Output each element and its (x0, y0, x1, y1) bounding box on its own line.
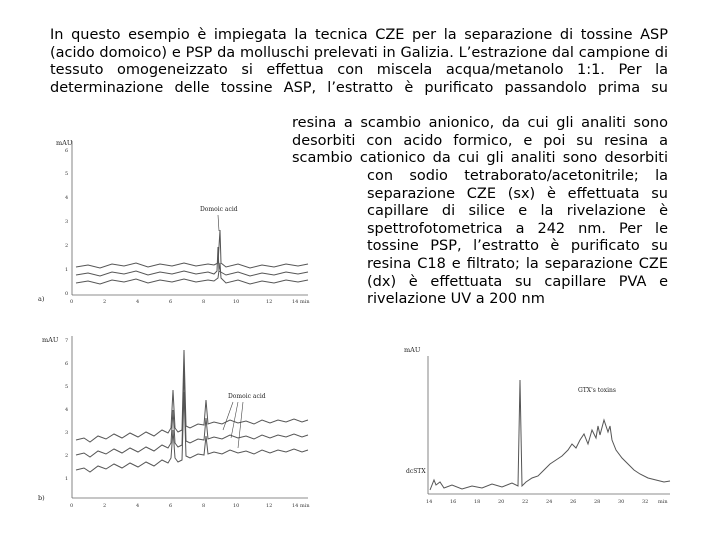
y-tick-label: 5 (65, 384, 69, 390)
paragraph-middle (292, 115, 668, 168)
paragraph-line: scambio cationico da cui gli analiti sono desorbiti (292, 150, 668, 167)
x-tick-label: 0 (70, 503, 74, 509)
x-tick-label: 8 (202, 299, 206, 305)
y-tick-label: 2 (65, 243, 69, 249)
x-unit-label: min (658, 499, 668, 505)
panel-label-b: b) (38, 494, 45, 502)
y-tick-label: 5 (65, 171, 69, 177)
paragraph-line: capillare di silice e la rivelazione è (367, 203, 668, 220)
trace-line (76, 370, 308, 457)
electropherogram-b-svg (28, 330, 328, 515)
paragraph-line: resina a scambio anionico, da cui gli analiti sono (292, 115, 668, 131)
electropherogram-a (28, 135, 328, 310)
paragraph-line: resina C18 e filtrato; la separazione CZE (367, 255, 668, 272)
paragraph-line: In questo esempio è impiegata la tecnica CZE per la separazione di tossine ASP (50, 27, 668, 43)
x-tick-label: 6 (169, 299, 173, 305)
x-tick-label: 4 (136, 299, 140, 305)
annotation-arrow (218, 215, 219, 231)
electropherogram-b (28, 330, 328, 515)
y-tick-label: 7 (65, 338, 69, 344)
paragraph-line: desorbiti con acido formico, e poi su resina a (292, 132, 668, 149)
panel-label-a: a) (38, 295, 45, 303)
x-tick-label: 2 (103, 299, 107, 305)
electropherogram-a-svg (28, 135, 328, 310)
x-tick-label: 10 (233, 299, 240, 305)
y-tick-label: 6 (65, 361, 69, 367)
x-tick-label: 10 (233, 503, 240, 509)
y-tick-label: 2 (65, 453, 69, 459)
paragraph-line: (dx) è effettuata su capillare PVA e (367, 273, 668, 290)
x-tick-label: 28 (594, 499, 601, 505)
x-tick-label: 12 (266, 503, 273, 509)
x-tick-label: 32 (642, 499, 649, 505)
paragraph-line: determinazione delle tossine ASP, l’estratto è purificato passandolo prima su (50, 79, 668, 96)
electropherogram-c-svg (392, 340, 682, 510)
paragraph-line: (acido domoico) e PSP da molluschi prelevati in Galizia. L’estrazione dal campione di (50, 44, 668, 61)
peak-label-dcstx: dcSTX (406, 468, 426, 475)
y-unit-label: mAU (404, 346, 421, 354)
x-tick-label: 18 (474, 499, 481, 505)
annotation-arrow (238, 402, 243, 448)
y-tick-label: 3 (65, 430, 69, 436)
paragraph-line: rivelazione UV a 200 nm (367, 291, 545, 308)
paragraph-line: tossine PSP, l’estratto è purificato su (367, 238, 668, 255)
x-tick-label: 30 (618, 499, 625, 505)
x-tick-label: 4 (136, 503, 140, 509)
x-tick-label: 6 (169, 503, 173, 509)
y-unit-label: mAU (42, 336, 59, 344)
annotation-arrow (231, 402, 238, 438)
paragraph-line: con sodio tetraborato/acetonitrile; la (367, 168, 668, 184)
y-tick-label: 4 (65, 195, 69, 201)
y-tick-label: 4 (65, 407, 69, 413)
trace-line (76, 392, 308, 472)
x-tick-label: 0 (70, 299, 74, 305)
paragraph-narrow (367, 168, 668, 309)
x-tick-label: 20 (498, 499, 505, 505)
y-tick-label: 1 (65, 267, 69, 273)
y-tick-label: 3 (65, 219, 69, 225)
x-tick-label: 8 (202, 503, 206, 509)
x-tick-label: 14 (426, 499, 433, 505)
peak-label-gtx-toxins: GTX's toxins (578, 387, 616, 394)
x-tick-label: 24 (546, 499, 553, 505)
x-tick-label: 14 (292, 299, 299, 305)
trace-line (76, 230, 308, 268)
paragraph-line: tessuto omogeneizzato si effettua con miscela acqua/metanolo 1:1. Per la (50, 62, 668, 79)
x-unit-label: min (300, 503, 310, 509)
x-tick-label: 14 (292, 503, 299, 509)
peak-label-domoic-acid: Domoic acid (228, 393, 266, 400)
y-tick-label: 1 (65, 476, 69, 482)
y-tick-label: 0 (65, 291, 69, 297)
paragraph-line: separazione CZE (sx) è effettuata su (367, 185, 668, 202)
trace-line (76, 247, 308, 276)
trace-line (76, 350, 308, 442)
trace-line (430, 380, 670, 490)
paragraph-top (50, 27, 668, 97)
y-unit-label: mAU (56, 139, 73, 147)
x-tick-label: 12 (266, 299, 273, 305)
x-tick-label: 22 (522, 499, 529, 505)
peak-label-domoic-acid: Domoic acid (200, 206, 238, 213)
electropherogram-c (392, 340, 682, 510)
y-tick-label: 6 (65, 148, 69, 154)
x-tick-label: 26 (570, 499, 577, 505)
annotation-arrow (223, 402, 233, 430)
x-tick-label: 2 (103, 503, 107, 509)
x-tick-label: 16 (450, 499, 457, 505)
x-unit-label: min (300, 299, 310, 305)
paragraph-line: spettrofotometrica a 242 nm. Per le (367, 220, 668, 237)
